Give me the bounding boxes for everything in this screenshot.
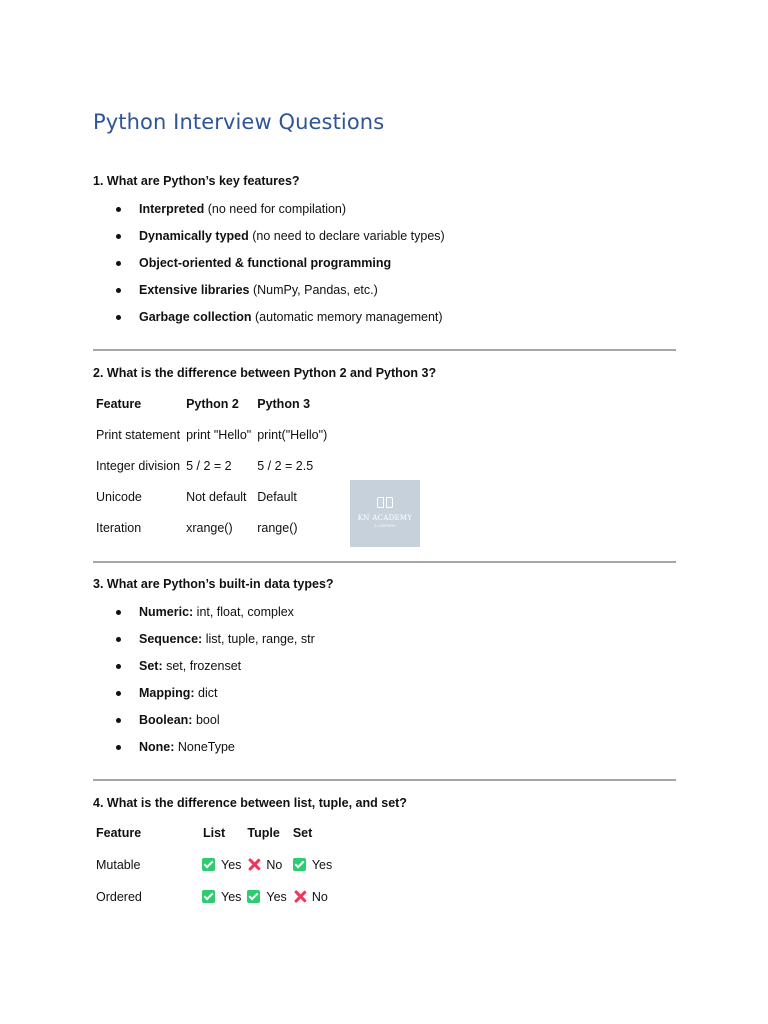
item-desc: (NumPy, Pandas, etc.) <box>249 283 378 297</box>
table-cell: 5 / 2 = 2 <box>186 458 232 473</box>
question-4-heading: 4. What is the difference between list, tuple, and set? <box>93 796 407 810</box>
item-desc: (automatic memory management) <box>251 310 443 324</box>
item-desc: (no need to declare variable types) <box>248 229 445 243</box>
check-icon <box>202 890 215 903</box>
table-cell <box>244 881 289 913</box>
cell-text: Yes <box>221 890 242 904</box>
table-cell: Integer division <box>96 458 181 473</box>
list-item <box>116 658 315 685</box>
table-cell: Unicode <box>96 489 142 504</box>
item-term: Dynamically typed <box>139 229 249 243</box>
question-3-heading: 3. What are Python’s built-in data types? <box>93 577 334 591</box>
table-row <box>93 512 330 543</box>
table-cell <box>290 881 335 913</box>
table-cell: xrange() <box>186 520 233 535</box>
cell-text: Yes <box>266 890 287 904</box>
item-term: Garbage collection <box>139 310 252 324</box>
item-desc: set, frozenset <box>162 659 242 673</box>
table-cell: Print statement <box>96 427 181 442</box>
table-cell: Default <box>257 489 297 504</box>
header-cell: List <box>203 826 226 840</box>
table-cell: Ordered <box>96 890 142 904</box>
table-row <box>93 881 335 913</box>
table-header-row <box>93 388 330 419</box>
section-divider <box>93 561 676 563</box>
list-item <box>116 255 445 282</box>
table-row <box>93 419 330 450</box>
section-divider <box>93 779 676 781</box>
book-icon <box>377 497 393 509</box>
list-item <box>116 604 315 631</box>
table-cell <box>199 881 244 913</box>
python-versions-table <box>93 388 330 543</box>
item-desc: NoneType <box>174 740 235 754</box>
question-3-list <box>116 604 315 766</box>
table-row <box>93 481 330 512</box>
item-term: Set: <box>139 659 163 673</box>
question-1-list <box>116 201 445 336</box>
list-item <box>116 685 315 712</box>
header-cell: Set <box>292 826 313 840</box>
item-term: Sequence: <box>139 632 203 646</box>
page-title: Python Interview Questions <box>93 110 385 134</box>
item-term: Numeric: <box>139 605 194 619</box>
item-desc: bool <box>192 713 220 727</box>
cell-text: Yes <box>311 858 333 872</box>
collections-table <box>93 817 335 913</box>
header-cell: Feature <box>96 826 142 840</box>
table-row <box>93 849 335 881</box>
header-cell: Tuple <box>247 826 280 840</box>
table-cell <box>290 849 335 881</box>
question-2-heading: 2. What is the difference between Python 2 and Python 3? <box>93 366 437 380</box>
list-item <box>116 739 315 766</box>
item-term: Interpreted <box>139 202 205 216</box>
cross-icon <box>247 858 260 871</box>
list-item <box>116 282 445 309</box>
list-item <box>116 228 445 255</box>
item-term: Boolean: <box>139 713 193 727</box>
header-cell: Python 3 <box>257 396 311 411</box>
list-item <box>116 201 445 228</box>
logo-subtitle: E-LEARNING <box>374 524 396 528</box>
table-row <box>93 450 330 481</box>
list-item <box>116 712 315 739</box>
section-divider <box>93 349 676 351</box>
check-icon <box>247 890 260 903</box>
item-term: Object-oriented & functional programming <box>139 256 392 270</box>
table-cell: Not default <box>186 489 247 504</box>
table-cell <box>199 849 244 881</box>
logo-name: KN ACADEMY <box>357 514 413 522</box>
header-cell: Feature <box>96 396 142 411</box>
cell-text: No <box>266 858 283 872</box>
cross-icon <box>293 890 306 903</box>
table-cell: Mutable <box>96 858 141 872</box>
item-term: None: <box>139 740 175 754</box>
table-cell: range() <box>257 520 298 535</box>
header-cell: Python 2 <box>186 396 239 411</box>
item-desc: dict <box>194 686 218 700</box>
check-icon <box>202 858 215 871</box>
item-desc: (no need for compilation) <box>204 202 347 216</box>
list-item <box>116 631 315 658</box>
table-cell <box>244 849 289 881</box>
cell-text: No <box>311 890 328 904</box>
list-item <box>116 309 445 336</box>
table-header-row <box>93 817 335 849</box>
item-term: Mapping: <box>139 686 195 700</box>
cell-text: Yes <box>221 858 242 872</box>
table-cell: 5 / 2 = 2.5 <box>257 458 314 473</box>
table-cell: Iteration <box>96 520 142 535</box>
check-icon <box>293 858 306 871</box>
table-cell: print("Hello") <box>257 427 328 442</box>
item-term: Extensive libraries <box>139 283 250 297</box>
item-desc: int, float, complex <box>193 605 294 619</box>
item-desc: list, tuple, range, str <box>202 632 315 646</box>
table-cell: print "Hello" <box>186 427 252 442</box>
kn-academy-logo <box>350 480 420 547</box>
question-1-heading: 1. What are Python’s key features? <box>93 174 300 188</box>
